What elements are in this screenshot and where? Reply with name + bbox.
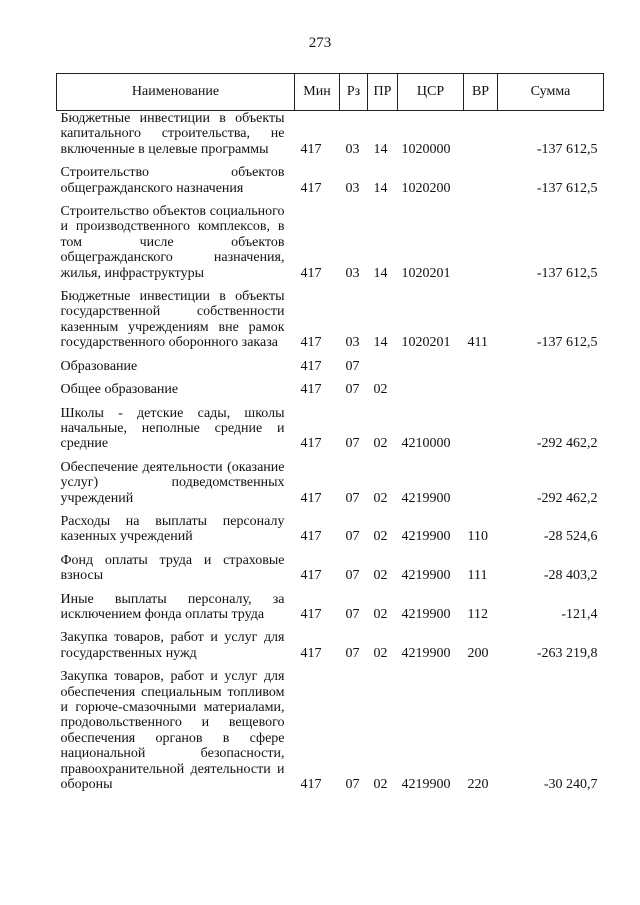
row-min: 417 [300, 141, 322, 157]
row-name: Образование [60, 358, 138, 374]
row-pr: 02 [373, 645, 388, 661]
row-rz: 07 [345, 436, 360, 452]
row-csr: 4219900 [401, 777, 451, 793]
row-vr [464, 382, 498, 405]
row-vr: 110 [467, 529, 488, 545]
row-min: 417 [300, 645, 322, 661]
row-vr [464, 460, 498, 514]
row-csr: 4219900 [401, 606, 451, 622]
row-vr: 411 [467, 335, 488, 351]
row-sum: -28 524,6 [543, 529, 598, 545]
row-min: 417 [300, 382, 322, 398]
row-min: 417 [300, 568, 322, 584]
page-number: 273 [308, 35, 332, 51]
row-sum: -292 462,2 [536, 490, 598, 506]
row-csr: 4219900 [401, 568, 451, 584]
row-csr: 4210000 [401, 436, 451, 452]
row-vr: 112 [467, 606, 488, 622]
row-min: 417 [300, 436, 322, 452]
row-pr: 02 [373, 777, 388, 793]
row-csr: 4219900 [401, 645, 451, 661]
row-rz: 07 [345, 777, 360, 793]
row-sum: -137 612,5 [536, 180, 598, 196]
row-csr [398, 359, 464, 382]
row-vr: 220 [467, 777, 489, 793]
header-rz: Рз [340, 74, 368, 111]
row-pr: 02 [373, 606, 388, 622]
row-name: Закупка товаров, работ и услуг для обеспечения специальным топливом и горюче-смазочными материалами, продовольственного и вещевого обеспечения органов в сфере национальной безопасности, правоохранительной деятельности и обороны [60, 669, 285, 793]
row-csr: 4219900 [401, 490, 451, 506]
row-rz: 07 [345, 382, 360, 398]
row-min: 417 [300, 490, 322, 506]
row-rz: 03 [345, 335, 360, 351]
row-pr [368, 359, 398, 382]
header-csr: ЦСР [398, 74, 464, 111]
row-csr: 4219900 [401, 529, 451, 545]
row-vr: 111 [467, 568, 488, 584]
row-csr: 1020000 [401, 141, 451, 157]
row-csr [398, 382, 464, 405]
header-min: Мин [295, 74, 340, 111]
row-sum: -137 612,5 [536, 265, 598, 281]
row-vr: 200 [467, 645, 489, 661]
row-sum: -121,4 [561, 606, 598, 622]
table-row [57, 165, 604, 204]
row-csr: 1020201 [401, 335, 451, 351]
row-rz: 03 [345, 180, 360, 196]
row-rz: 03 [345, 141, 360, 157]
row-name: Иные выплаты персоналу, за исключением фонда оплаты труда [60, 591, 285, 622]
row-pr: 02 [373, 529, 388, 545]
table-row [57, 204, 604, 289]
row-rz: 07 [345, 529, 360, 545]
table-row [57, 514, 604, 553]
row-pr: 02 [373, 382, 388, 398]
row-name: Общее образование [60, 382, 179, 398]
row-sum [498, 382, 604, 405]
row-sum: -30 240,7 [543, 777, 598, 793]
header-vr: ВР [464, 74, 498, 111]
row-name: Школы - детские сады, школы начальные, неполные средние и средние [60, 405, 285, 452]
table-row [57, 406, 604, 460]
table-row [57, 630, 604, 669]
row-sum [498, 359, 604, 382]
table-row [57, 289, 604, 359]
row-vr [464, 406, 498, 460]
row-rz: 07 [345, 568, 360, 584]
row-vr [464, 165, 498, 204]
row-pr: 02 [373, 568, 388, 584]
row-rz: 07 [345, 645, 360, 661]
row-min: 417 [300, 335, 322, 351]
row-rz: 07 [345, 358, 360, 374]
row-min: 417 [300, 358, 322, 374]
row-pr: 14 [373, 335, 388, 351]
row-name: Расходы на выплаты персоналу казенных учреждений [60, 513, 285, 545]
row-sum: -137 612,5 [536, 141, 598, 157]
row-sum: -137 612,5 [536, 335, 598, 351]
table-row [57, 669, 604, 800]
table-header-row [57, 74, 604, 111]
row-name: Обеспечение деятельности (оказание услуг) подведомственных учреждений [60, 459, 285, 506]
row-pr: 02 [373, 490, 388, 506]
row-rz: 03 [345, 265, 360, 281]
row-name: Закупка товаров, работ и услуг для государственных нужд [60, 630, 285, 661]
row-name: Строительство объектов общегражданского назначения [60, 165, 285, 196]
row-pr: 02 [373, 436, 388, 452]
header-name: Наименование [57, 74, 295, 111]
row-name: Строительство объектов социального и производственного комплексов, в том числе объектов общегражданского назначения, жилья, инфраструктуры [60, 204, 285, 281]
row-pr: 14 [373, 141, 388, 157]
table-row [57, 592, 604, 631]
row-name: Бюджетные инвестиции в объекты капитального строительства, не включенные в целевые программы [60, 111, 285, 157]
row-min: 417 [300, 265, 322, 281]
row-sum: -263 219,8 [536, 645, 598, 661]
row-sum: -292 462,2 [536, 436, 598, 452]
row-vr [464, 204, 498, 289]
row-name: Фонд оплаты труда и страховые взносы [60, 552, 285, 584]
row-min: 417 [300, 606, 322, 622]
header-sum: Сумма [498, 74, 604, 111]
row-rz: 07 [345, 606, 360, 622]
row-sum: -28 403,2 [543, 568, 598, 584]
row-csr: 1020201 [401, 265, 451, 281]
row-pr: 14 [373, 180, 388, 196]
table-row [57, 460, 604, 514]
row-min: 417 [300, 777, 322, 793]
table-row [57, 359, 604, 382]
row-min: 417 [300, 180, 322, 196]
row-vr [464, 111, 498, 166]
table-row [57, 111, 604, 166]
row-rz: 07 [345, 490, 360, 506]
row-pr: 14 [373, 265, 388, 281]
row-csr: 1020200 [401, 180, 451, 196]
header-pr: ПР [368, 74, 398, 111]
table-row [57, 553, 604, 592]
row-vr [464, 359, 498, 382]
row-min: 417 [300, 529, 322, 545]
budget-table [56, 73, 604, 800]
row-name: Бюджетные инвестиции в объекты государственной собственности казенным учреждениям вне рамок государственного оборонного заказа [60, 289, 285, 351]
table-row [57, 382, 604, 405]
